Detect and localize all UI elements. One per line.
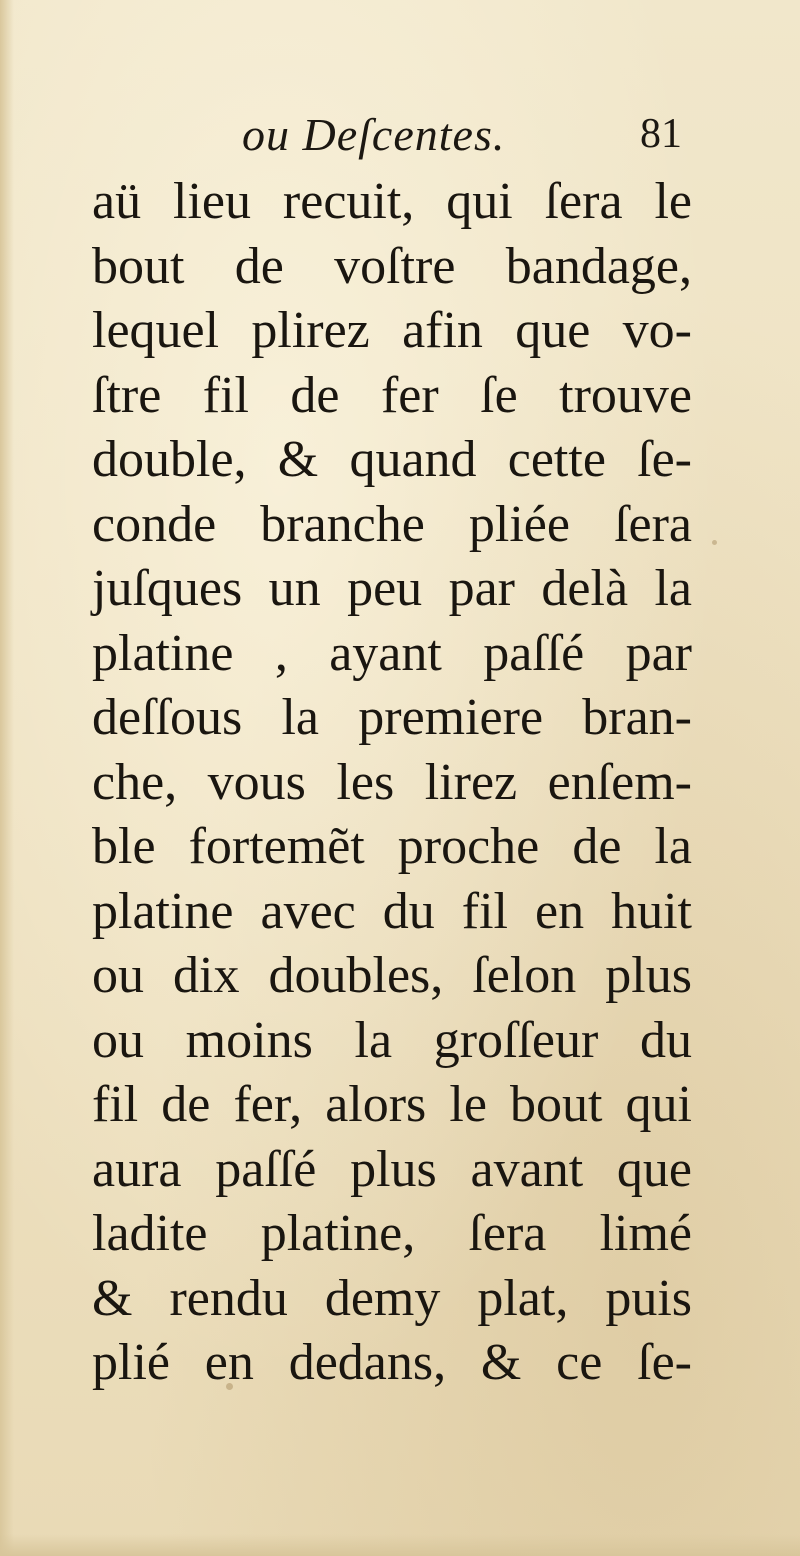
page-edge-shadow (0, 0, 14, 1556)
running-title: ou Deſcentes. (242, 109, 506, 160)
text-line: conde branche pliée ſera (92, 495, 692, 553)
text-line: plié en dedans, & ce ſe- (92, 1334, 692, 1391)
text-line: che, vous les lirez enſem- (92, 753, 692, 811)
text-line: ſtre fil de fer ſe trouve (92, 366, 692, 424)
text-line: & rendu demy plat, puis (92, 1269, 692, 1327)
paper-foxing-spot (712, 540, 717, 545)
text-line: aü lieu recuit, qui ſera le (92, 173, 692, 230)
body-text (92, 170, 692, 1396)
text-line: ou moins la groſſeur du (92, 1011, 692, 1069)
page-header (92, 108, 692, 172)
page-number: 81 (640, 111, 682, 157)
text-line: platine avec du fil en huit (92, 882, 692, 940)
page-bottom-shadow (0, 1534, 800, 1556)
text-line: deſſous la premiere bran- (92, 689, 692, 746)
text-line: platine , ayant paſſé par (92, 624, 692, 682)
text-line: fil de fer, alors le bout qui (92, 1076, 692, 1133)
text-line: aura paſſé plus avant que (92, 1140, 692, 1198)
text-line: ladite platine, ſera limé (92, 1205, 692, 1262)
text-line: ble fortemẽt proche de la (92, 818, 692, 875)
text-line: lequel plirez afin que vo- (92, 302, 692, 359)
text-line: bout de voſtre bandage, (92, 237, 692, 295)
text-line: juſques un peu par delà la (92, 560, 692, 617)
text-line: double, & quand cette ſe- (92, 431, 692, 488)
text-line: ou dix doubles, ſelon plus (92, 947, 692, 1004)
